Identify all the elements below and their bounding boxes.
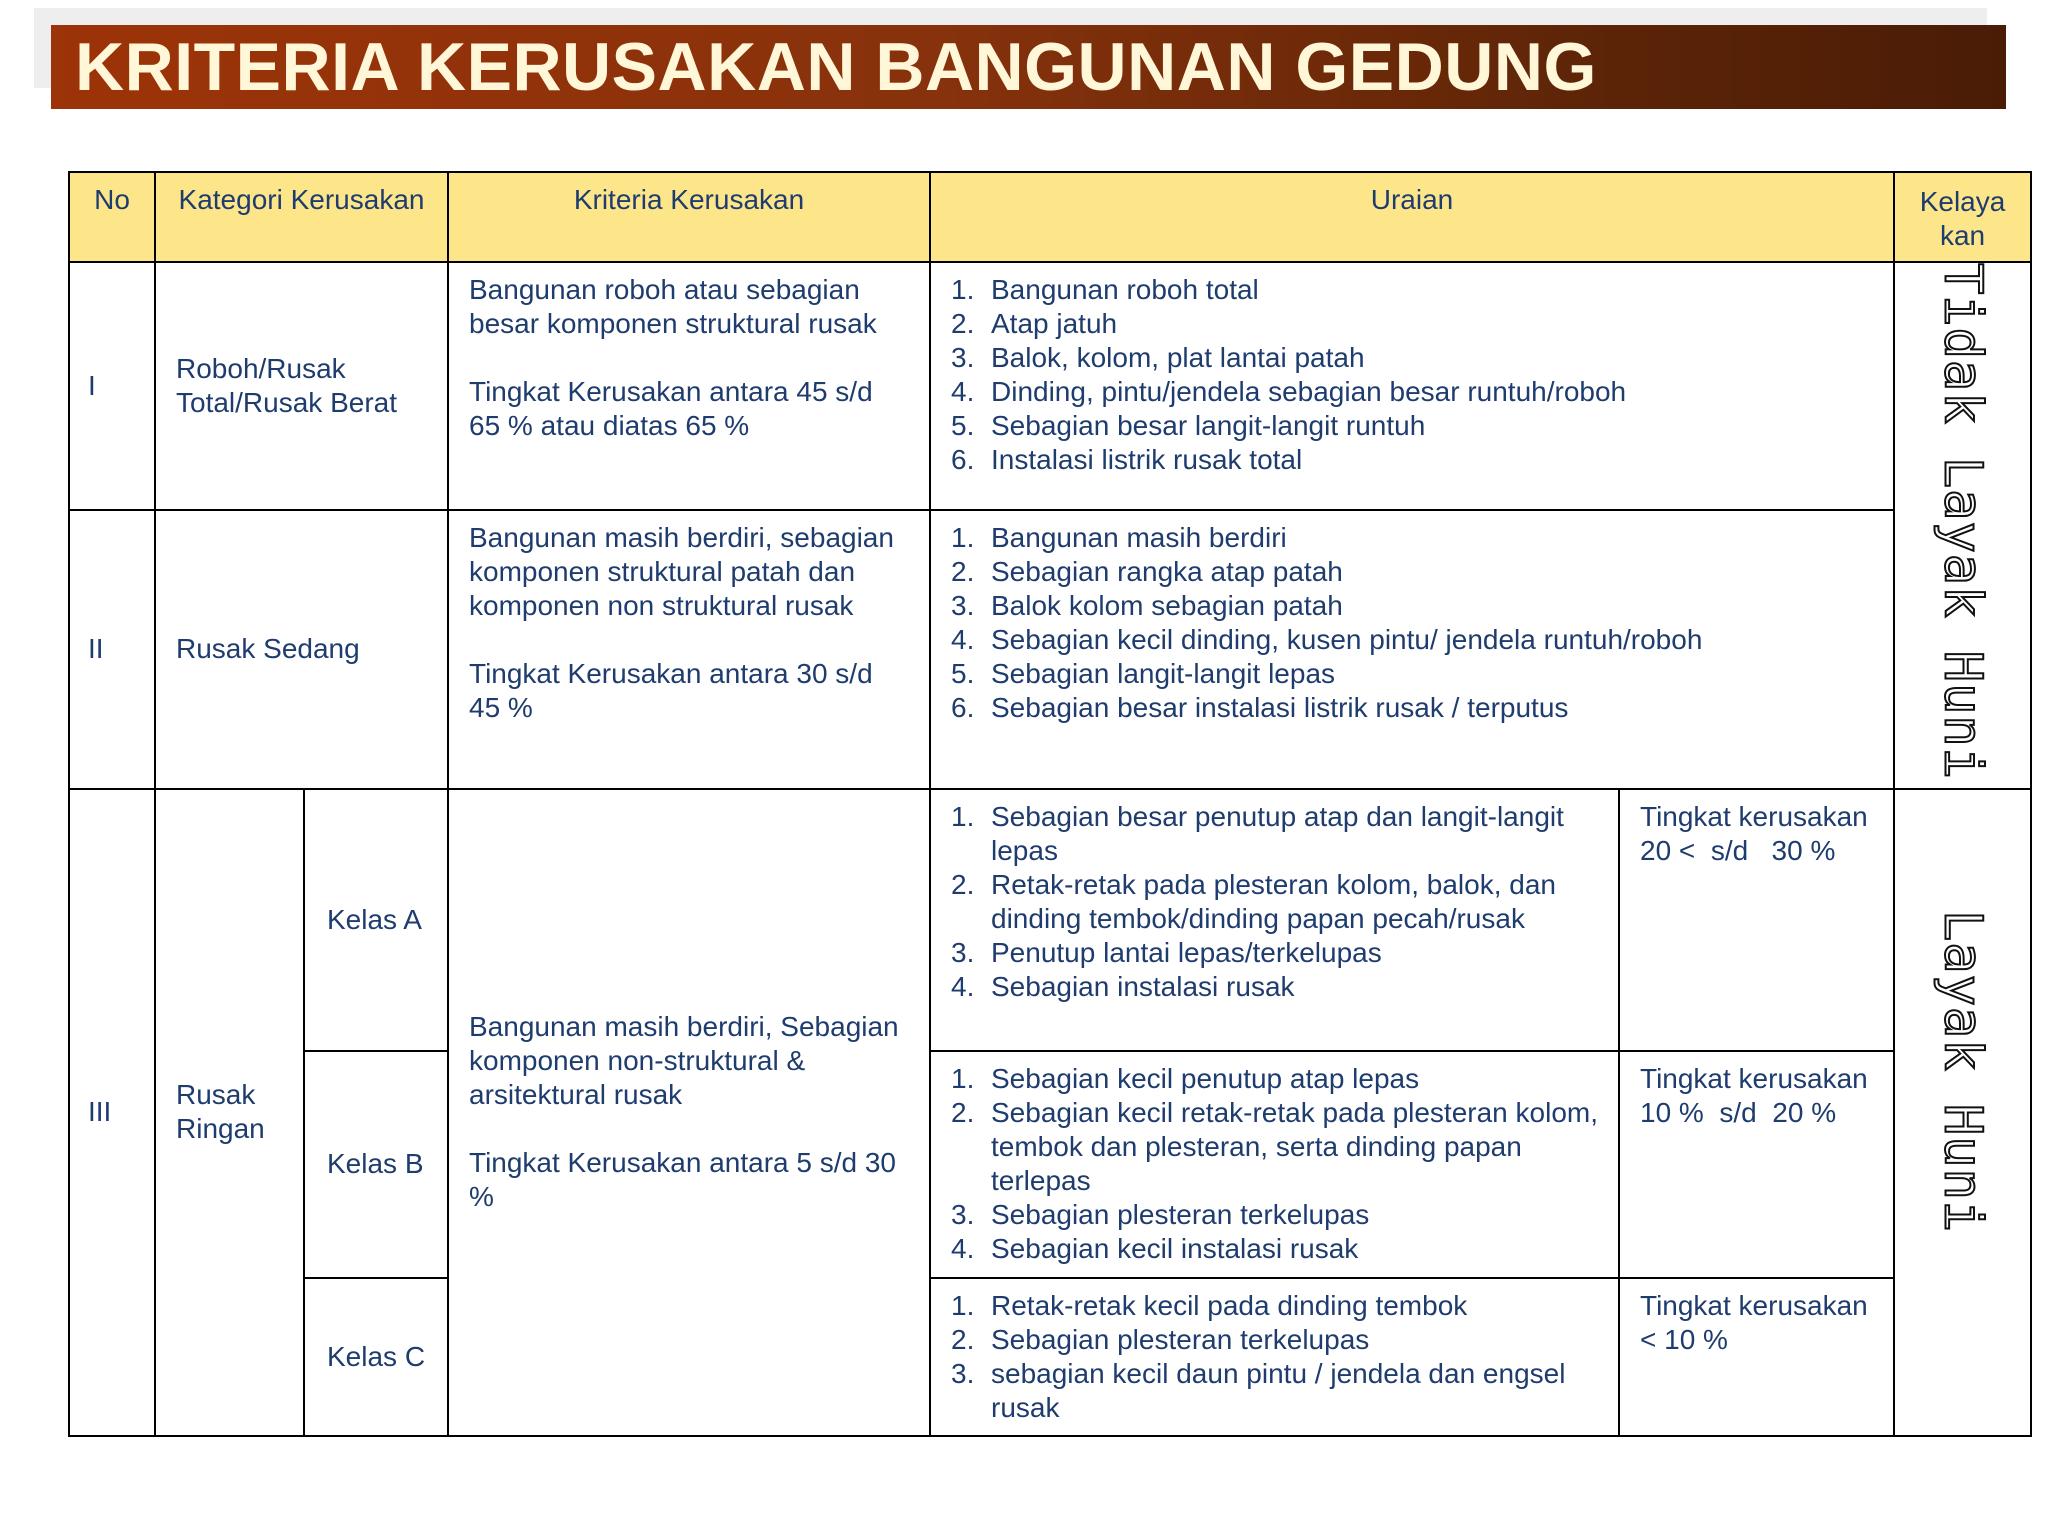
- list-item: 4. Dinding, pintu/jendela sebagian besar runtuh/roboh: [951, 376, 1627, 407]
- list-item: 2. Atap jatuh: [951, 308, 1118, 339]
- criteria-level: Tingkat Kerusakan antara 5 s/d 30 %: [469, 1147, 896, 1213]
- list-item: 1. Sebagian besar penutup atap dan langit-langit lepas: [951, 800, 1564, 866]
- list-item: 5. Sebagian langit-langit lepas: [951, 658, 1336, 690]
- row-number: I: [69, 262, 155, 510]
- description-cell: [930, 1278, 1619, 1436]
- header-uraian: Uraian: [930, 172, 1894, 262]
- description-list: [951, 800, 1598, 1004]
- list-item: 1. Bangunan masih berdiri: [951, 522, 1287, 554]
- criteria-level: Tingkat Kerusakan antara 45 s/d 65 % atau diatas 65 %: [469, 376, 873, 441]
- table-row: [69, 262, 2031, 510]
- list-item: 2. Sebagian rangka atap patah: [951, 556, 1343, 588]
- page-title: KRITERIA KERUSAKAN BANGUNAN GEDUNG: [75, 29, 1597, 105]
- criteria-cell: [448, 262, 930, 510]
- class-label: Kelas B: [304, 1051, 448, 1278]
- list-item: 2. Sebagian plesteran terkelupas: [951, 1323, 1370, 1355]
- list-item: 3. Sebagian plesteran terkelupas: [951, 1198, 1370, 1230]
- list-item: 3. Balok kolom sebagian patah: [951, 590, 1343, 622]
- damage-level-cell: Tingkat kerusakan < 10 %: [1619, 1278, 1894, 1436]
- row-number: III: [69, 789, 155, 1436]
- criteria-level: Tingkat Kerusakan antara 30 s/d 45 %: [469, 658, 873, 724]
- list-item: 4. Sebagian kecil dinding, kusen pintu/ jendela runtuh/roboh: [951, 624, 1703, 656]
- table-row: [69, 1051, 2031, 1278]
- list-item: 6. Sebagian besar instalasi listrik rusak / terputus: [951, 692, 1569, 724]
- header-kelayakan: Kelaya kan: [1894, 172, 2031, 262]
- header-no: No: [69, 172, 155, 262]
- title-banner: [51, 25, 2006, 109]
- table-row: [69, 510, 2031, 789]
- list-item: 3. sebagian kecil daun pintu / jendela dan engsel rusak: [951, 1357, 1566, 1423]
- description-list: [951, 521, 1873, 725]
- class-label: Kelas C: [304, 1278, 448, 1436]
- description-cell: [930, 262, 1894, 510]
- description-list: [951, 1289, 1598, 1425]
- list-item: 4. Sebagian instalasi rusak: [951, 970, 1295, 1002]
- list-item: 1. Sebagian kecil penutup atap lepas: [951, 1062, 1420, 1094]
- not-habitable-label: Tidak Layak Huni: [1932, 263, 1993, 780]
- habitable-label: Layak Huni: [1932, 909, 1993, 1233]
- list-item: 6. Instalasi listrik rusak total: [951, 444, 1303, 475]
- list-item: 2. Retak-retak pada plesteran kolom, balok, dan dinding tembok/dinding papan pecah/rusak: [951, 868, 1556, 934]
- table-row: [69, 789, 2031, 1051]
- list-item: 5. Sebagian besar langit-langit runtuh: [951, 410, 1426, 441]
- class-label: Kelas A: [304, 789, 448, 1051]
- header-kategori: Kategori Kerusakan: [155, 172, 448, 262]
- habitable-cell: [1894, 789, 2031, 1436]
- table-header-row: [69, 172, 2031, 262]
- list-item: 2. Sebagian kecil retak-retak pada plesteran kolom, tembok dan plesteran, serta dinding papan terlepas: [951, 1096, 1599, 1196]
- header-kriteria: Kriteria Kerusakan: [448, 172, 930, 262]
- category-cell: Rusak Sedang: [155, 510, 448, 789]
- not-habitable-cell: [1894, 262, 2031, 789]
- description-cell: [930, 789, 1619, 1051]
- row-number: II: [69, 510, 155, 789]
- description-list: [951, 1062, 1598, 1266]
- description-list: [951, 273, 1873, 477]
- criteria-description: Bangunan masih berdiri, sebagian komponen struktural patah dan komponen non struktural rusak: [469, 522, 894, 622]
- category-cell: Rusak Ringan: [155, 789, 304, 1436]
- description-cell: [930, 1051, 1619, 1278]
- list-item: 1. Retak-retak kecil pada dinding tembok: [951, 1289, 1468, 1321]
- damage-level-cell: Tingkat kerusakan 20 < s/d 30 %: [1619, 789, 1894, 1051]
- list-item: 3. Balok, kolom, plat lantai patah: [951, 342, 1365, 373]
- list-item: 3. Penutup lantai lepas/terkelupas: [951, 936, 1382, 968]
- damage-level-cell: Tingkat kerusakan 10 % s/d 20 %: [1619, 1051, 1894, 1278]
- criteria-cell: [448, 789, 930, 1436]
- criteria-description: Bangunan masih berdiri, Sebagian komponen non-struktural & arsitektural rusak: [469, 1011, 899, 1111]
- criteria-table: [68, 171, 2032, 1437]
- criteria-description: Bangunan roboh atau sebagian besar komponen struktural rusak: [469, 274, 877, 339]
- description-cell: [930, 510, 1894, 789]
- list-item: 1. Bangunan roboh total: [951, 274, 1259, 305]
- criteria-cell: [448, 510, 930, 789]
- table-row: [69, 1278, 2031, 1436]
- list-item: 4. Sebagian kecil instalasi rusak: [951, 1232, 1359, 1264]
- category-cell: Roboh/Rusak Total/Rusak Berat: [155, 262, 448, 510]
